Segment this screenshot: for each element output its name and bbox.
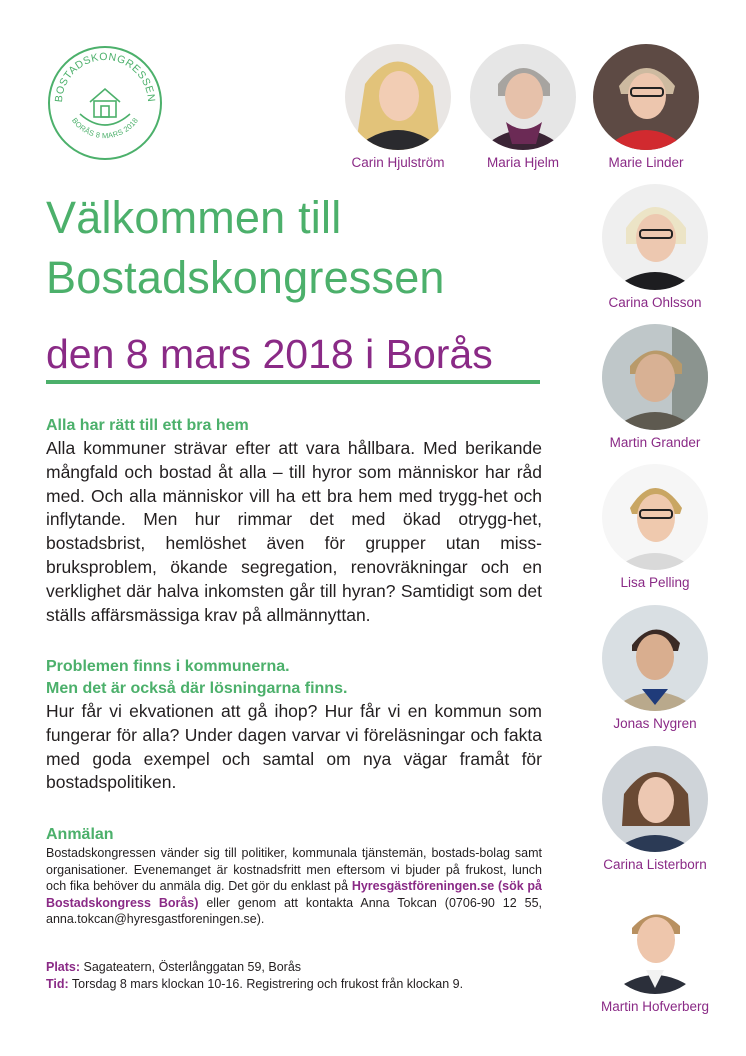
speaker-card bbox=[591, 746, 719, 873]
event-details bbox=[46, 959, 542, 992]
place-line bbox=[46, 959, 542, 976]
place-label: Plats: bbox=[46, 960, 81, 974]
speaker-card bbox=[591, 605, 719, 732]
speaker-card bbox=[459, 44, 587, 171]
section-text: Hur får vi ekvationen att gå ihop? Hur får vi en kommun som fungerar för alla? Under dagen varvar vi föreläsningar och fakta med goda exempel och samtal om nya vägar framåt för bostadspolitiken. bbox=[46, 701, 542, 793]
page-title bbox=[46, 188, 445, 308]
speaker-name: Marie Linder bbox=[608, 155, 684, 170]
section-text: Alla kommuner strävar efter att vara hållbara. Med berikande mångfald och bostad åt alla – till hyror som människor har råd med. Och alla människor vill ha ett bra hem med trygg-het och inflytande. Men hur rimmar det med ökad otrygg-het, bostadsbrist, hemlöshet även för grupper utan miss-bruksproblem, ökande segregation, renovräkningar och en verklighet där halva inkomsten går till hyran? Samtidigt som det ställs affärsmässiga krav på allmännyttan. bbox=[46, 438, 542, 625]
logo-bottom-text: BORÅS 8 MARS 2018 bbox=[70, 116, 140, 141]
speaker-photo bbox=[345, 44, 451, 150]
speaker-card bbox=[591, 324, 719, 451]
speaker-photo bbox=[602, 888, 708, 994]
speaker-photo bbox=[602, 464, 708, 570]
speaker-photo bbox=[602, 605, 708, 711]
time-value: Torsdag 8 mars klockan 10-16. Registrering och frukost från klockan 9. bbox=[68, 976, 464, 991]
speaker-name: Martin Hofverberg bbox=[600, 999, 710, 1014]
svg-text:BOSTADSKONGRESSEN bbox=[53, 51, 157, 103]
speaker-photo bbox=[602, 324, 708, 430]
section-heading-1: Problemen finns i kommunerna. bbox=[46, 658, 290, 675]
speaker-photo bbox=[593, 44, 699, 150]
title-line-2: Bostadskongressen bbox=[46, 252, 445, 303]
speaker-photo bbox=[602, 746, 708, 852]
speaker-card bbox=[582, 44, 710, 171]
speaker-name: Jonas Nygren bbox=[613, 716, 697, 731]
title-line-1: Välkommen till bbox=[46, 192, 342, 243]
time-label: Tid: bbox=[46, 976, 69, 991]
speaker-card bbox=[591, 888, 719, 1015]
speaker-name: Carina Listerborn bbox=[603, 857, 707, 872]
place-value: Sagateatern, Österlånggatan 59, Borås bbox=[80, 960, 302, 974]
speaker-name: Carina Ohlsson bbox=[608, 295, 702, 310]
registration-text-after: eller genom att kontakta Anna Tokcan (0706-90 12 55, anna.tokcan@hyresgastforeningen.se). bbox=[46, 895, 542, 926]
house-icon bbox=[80, 89, 130, 125]
section-rights bbox=[46, 416, 542, 627]
bostadskongressen-logo bbox=[46, 44, 164, 162]
time-line bbox=[46, 976, 542, 993]
speaker-photo bbox=[602, 184, 708, 290]
speaker-card bbox=[334, 44, 462, 171]
speaker-name: Martin Grander bbox=[609, 435, 701, 450]
registration-text-before: Bostadskongressen vänder sig till politiker, kommunala tjänstemän, bostads-bolag samt organisationer. Evenemanget är kostnadsfritt men eftersom vi bjuder på frukost, lunch och fika behöver du anmäla dig. Det gör du enklast på bbox=[46, 846, 542, 893]
speaker-name: Carin Hjulström bbox=[351, 155, 445, 170]
title-divider bbox=[46, 380, 540, 384]
speaker-name: Lisa Pelling bbox=[620, 575, 690, 590]
section-registration bbox=[46, 825, 542, 928]
section-problems bbox=[46, 657, 542, 795]
section-heading-2: Men det är också där lösningarna finns. bbox=[46, 680, 348, 697]
registration-link[interactable]: Hyresgästföreningen.se (sök på Bostadskongress Borås) bbox=[46, 879, 542, 910]
speaker-card bbox=[591, 184, 719, 311]
speaker-name: Maria Hjelm bbox=[486, 155, 559, 170]
registration-text bbox=[46, 845, 542, 928]
section-heading: Anmälan bbox=[46, 826, 114, 843]
logo-ring-text: BOSTADSKONGRESSEN bbox=[52, 50, 158, 103]
speaker-card bbox=[591, 464, 719, 591]
speaker-photo bbox=[470, 44, 576, 150]
section-heading: Alla har rätt till ett bra hem bbox=[46, 417, 249, 434]
event-date-subtitle: den 8 mars 2018 i Borås bbox=[46, 331, 493, 377]
svg-text:BORÅS 8 MARS 2018 bbox=[70, 116, 140, 140]
